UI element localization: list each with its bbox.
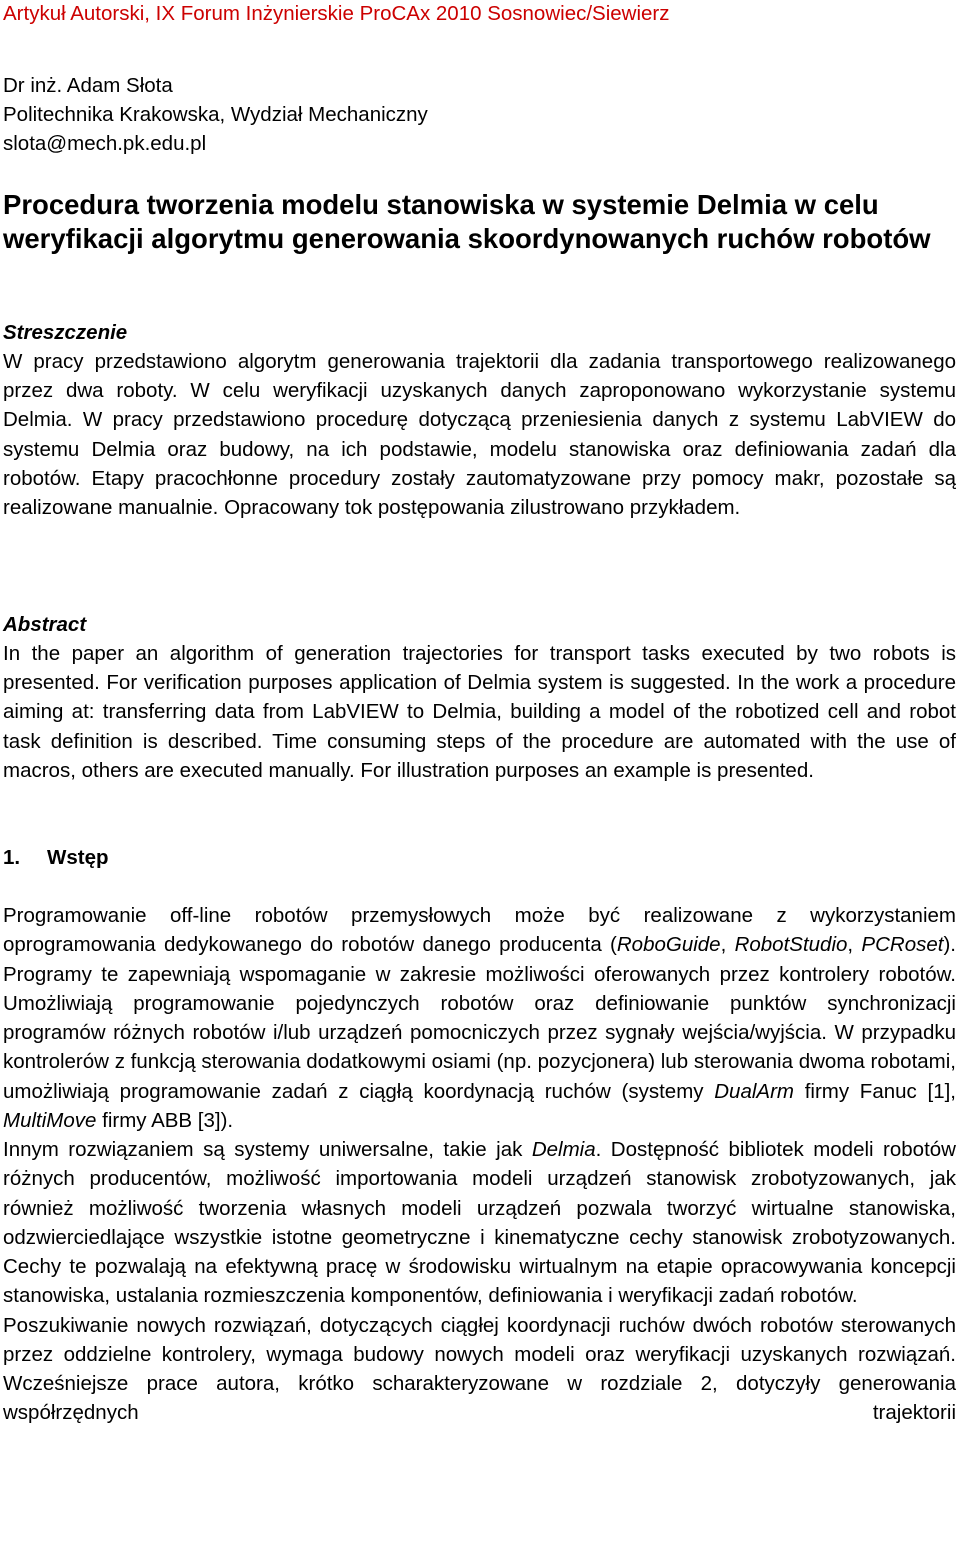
p1-text-b: , (720, 933, 735, 957)
abstract-heading: Abstract (3, 613, 87, 636)
p1-italic-dualarm: DualArm (714, 1079, 794, 1103)
streszczenie-section (3, 318, 956, 522)
p1-italic-multimove: MultiMove (3, 1108, 97, 1132)
section-1-body (3, 901, 956, 1428)
abstract-text: In the paper an algorithm of generation trajectories for transport tasks executed by two robots is presented. For verification purposes application of Delmia system is suggested. In the work a procedure aiming at: transferring data from LabVIEW to Delmia, building a model of the robotized cell and robot task definition is described. Time consuming steps of the procedure are automated with the use of macros, others are executed manually. For illustration purposes an example is presented. (3, 642, 956, 782)
p1-text-f: firmy ABB [3]). (96, 1108, 234, 1132)
streszczenie-text: W pracy przedstawiono algorytm generowania trajektorii dla zadania transportowego realizowanego przez dwa roboty. W celu weryfikacji uzyskanych danych zaproponowano wykorzystanie systemu Delmia. W pracy przedstawiono procedurę dotyczącą przeniesienia danych z systemu LabVIEW do systemu Delmia oraz budowy, na ich podstawie, modelu stanowiska oraz definiowania zadań dla robotów. Etapy pracochłonne procedury zostały zautomatyzowane przy pomocy makr, pozostałe są realizowane manualnie. Opracowany tok postępowania zilustrowano przykładem. (3, 350, 956, 520)
p1-italic-pcroset: PCRoset (861, 933, 944, 957)
section-1-title: Wstęp (47, 846, 109, 869)
author-block (3, 71, 428, 158)
p1-text-a: Programowanie off-line robotów przemysłowych może być realizowane z wykorzystaniem oprogramowania dedykowanego do robotów danego producenta ( (3, 904, 956, 957)
section-1-number: 1. (3, 846, 21, 869)
abstract-section (3, 610, 956, 785)
p1-italic-robotstudio: RobotStudio (734, 933, 848, 957)
p2-text-b: . Dostępność bibliotek modeli robotów różnych producentów, możliwość importowania modeli urządzeń stanowisk zrobotyzowanych, jak również możliwość tworzenia własnych modeli urządzeń pozwala tworzyć wirtualne stanowiska, odzwierciedlające wszystkie istotne geometryczne i kinematyczne cechy stanowisk zrobotyzowanych. Cechy te pozwalają na efektywną pracę w środowisku wirtualnym na etapie opracowywania koncepcji stanowiska, ustalania rozmieszczenia komponentów, definiowania i weryfikacji zadań robotów. (3, 1138, 956, 1308)
running-header: Artykuł Autorski, IX Forum Inżynierskie ProCAx 2010 Sosnowiec/Siewierz (3, 2, 670, 25)
paragraph-3: Poszukiwanie nowych rozwiązań, dotyczących ciągłej koordynacji ruchów dwóch robotów sterowanych przez oddzielne kontrolery, wymaga budowy nowych modeli oraz weryfikacji uzyskanych rozwiązań. Wcześniejsze prace autora, krótko scharakteryzowane w rozdziale 2, dotyczyły generowania współrzędnych trajektorii (3, 1313, 956, 1425)
streszczenie-heading: Streszczenie (3, 321, 128, 344)
p2-italic-delmia: Delmia (531, 1138, 596, 1161)
paragraph-1 (3, 901, 956, 1135)
p1-text-c: , (847, 933, 862, 957)
author-name: Dr inż. Adam Słota (3, 74, 173, 97)
author-affiliation: Politechnika Krakowska, Wydział Mechaniczny (3, 103, 428, 126)
paper-title: Procedura tworzenia modelu stanowiska w systemie Delmia w celu weryfikacji algorytmu generowania skoordynowanych ruchów robotów (3, 189, 931, 254)
p1-text-d: ). Programy te zapewniają wspomaganie w zakresie możliwości oferowanych przez kontrolery robotów. Umożliwiają programowanie pojedynczych robotów oraz definiowanie punktów synchronizacji programów różnych robotów i/lub urządzeń pomocniczych przez sygnały wejścia/wyjścia. W przypadku kontrolerów z funkcją sterowania dodatkowymi osiami (np. pozycjonera) lub sterowania dwoma robotami, umożliwiają programowanie zadań z ciągłą koordynacją ruchów (systemy (3, 933, 956, 1103)
author-email: slota@mech.pk.edu.pl (3, 132, 207, 155)
section-1-heading (3, 843, 109, 872)
p1-italic-roboguide: RoboGuide (616, 933, 721, 957)
p1-text-e: firmy Fanuc [1], (793, 1079, 956, 1103)
p2-text-a: Innym rozwiązaniem są systemy uniwersalne, takie jak (3, 1138, 532, 1161)
paragraph-2 (3, 1135, 956, 1311)
